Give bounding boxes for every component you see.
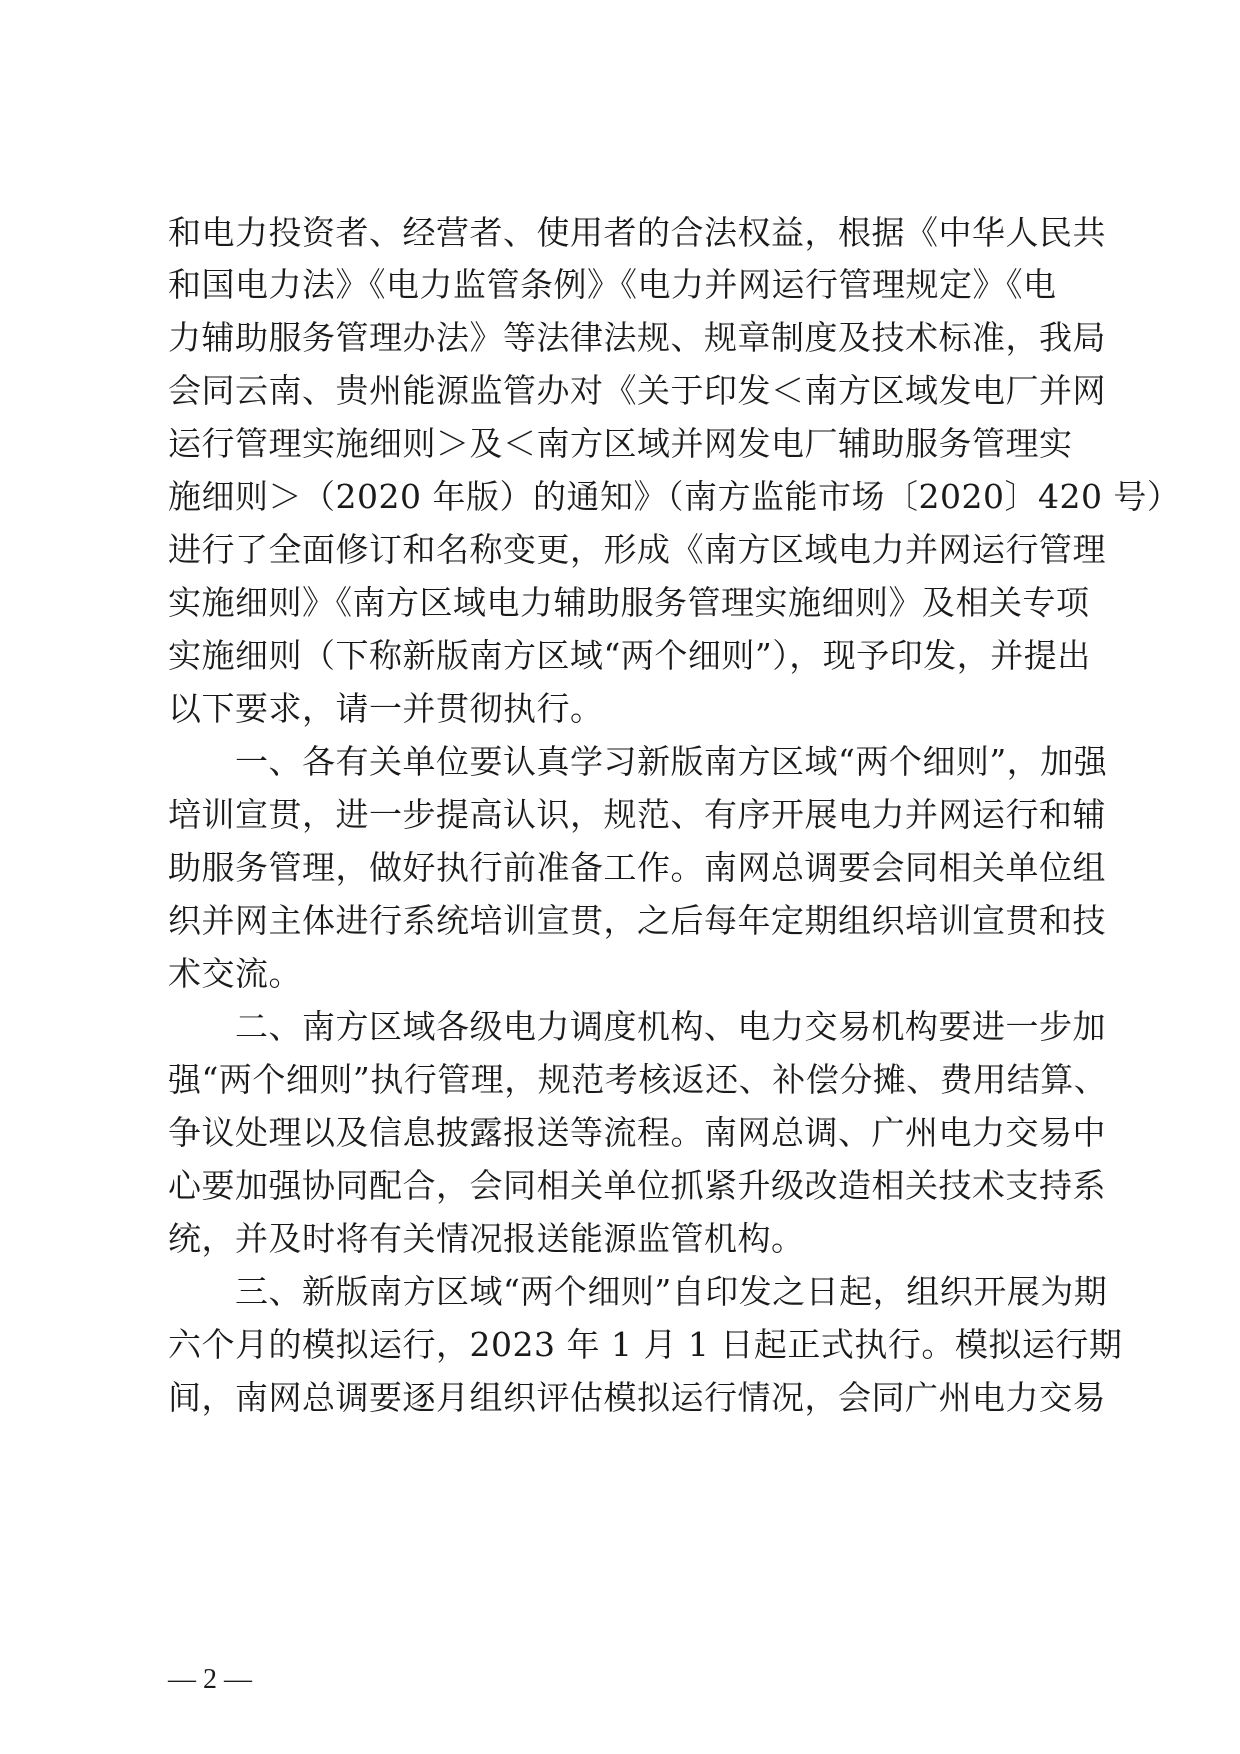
body-text-line: 以下要求，请一并贯彻执行。 [168,689,604,728]
body-text-line: 心要加强协同配合，会同相关单位抓紧升级改造相关技术支持系 [168,1166,1106,1205]
body-text-line: 术交流。 [168,954,302,993]
body-text-line: 进行了全面修订和名称变更，形成《南方区域电力并网运行管理 [168,530,1106,569]
body-text-line: 培训宣贯，进一步提高认识，规范、有序开展电力并网运行和辅 [168,795,1106,834]
body-text-line: 和国电力法》《电力监管条例》《电力并网运行管理规定》《电 [168,265,1057,304]
body-text-line: 会同云南、贵州能源监管办对《关于印发＜南方区域发电厂并网 [168,371,1106,410]
body-text-line: 运行管理实施细则＞及＜南方区域并网发电厂辅助服务管理实 [168,424,1073,463]
body-text-line: 强“两个细则”执行管理，规范考核返还、补偿分摊、费用结算、 [168,1060,1108,1099]
body-text-line: 争议处理以及信息披露报送等流程。南网总调、广州电力交易中 [168,1113,1106,1152]
body-text-line: 统，并及时将有关情况报送能源监管机构。 [168,1219,805,1258]
body-text-line: 和电力投资者、经营者、使用者的合法权益，根据《中华人民共 [168,213,1106,252]
page-number: — 2 — [168,1664,252,1695]
body-text-line: 实施细则（下称新版南方区域“两个细则”），现予印发，并提出 [168,636,1091,675]
paragraph-two-line: 二、南方区域各级电力调度机构、电力交易机构要进一步加 [168,1007,1106,1046]
body-text-line: 间，南网总调要逐月组织评估模拟运行情况，会同广州电力交易 [168,1378,1106,1417]
body-text-line: 织并网主体进行系统培训宣贯，之后每年定期组织培训宣贯和技 [168,901,1106,940]
paragraph-three-line: 三、新版南方区域“两个细则”自印发之日起，组织开展为期 [168,1272,1108,1311]
body-text-line: 实施细则》《南方区域电力辅助服务管理实施细则》及相关专项 [168,583,1090,622]
paragraph-one-line: 一、各有关单位要认真学习新版南方区域“两个细则”，加强 [168,742,1108,781]
body-text-line: 力辅助服务管理办法》等法律法规、规章制度及技术标准，我局 [168,318,1106,357]
body-text-line: 六个月的模拟运行，2023 年 1 月 1 日起正式执行。模拟运行期 [168,1325,1123,1364]
body-text-line: 施细则＞（2020 年版）的通知》（南方监能市场〔2020〕420 号） [168,477,1181,516]
body-text-line: 助服务管理，做好执行前准备工作。南网总调要会同相关单位组 [168,848,1106,887]
